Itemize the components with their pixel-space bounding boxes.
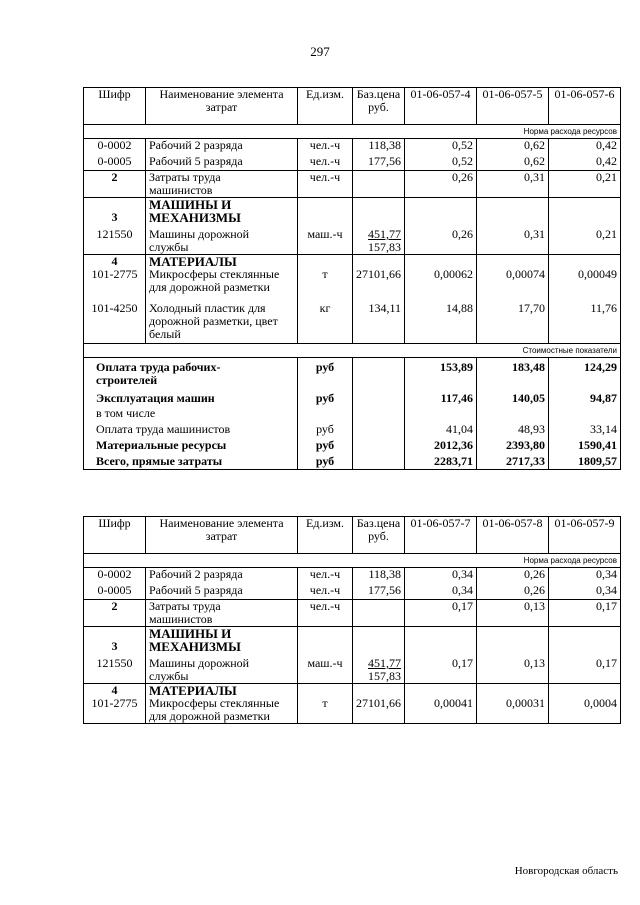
page-number: 297: [310, 44, 330, 59]
section-cost-row: [84, 344, 621, 358]
header-col-2: 01-06-057-5: [477, 88, 549, 125]
section-norms-row: [84, 554, 621, 568]
table-header-row: [84, 517, 621, 554]
table-row: 0-0005 Рабочий 5 разряда чел.-ч 177,56 0,52 0,62 0,42: [84, 155, 621, 171]
table-row: 121550 Машины дорожной службы маш.-ч 451,77 157,83 0,26 0,31 0,21: [84, 224, 621, 255]
header-base-price: Баз.цена руб.: [353, 88, 405, 125]
header-name: Наименование элемента затрат: [146, 88, 298, 125]
section-cost-label: Стоимостные показатели: [84, 344, 621, 358]
header-col-1: 01-06-057-4: [405, 88, 477, 125]
header-col-2: 01-06-057-8: [477, 517, 549, 554]
resource-table-2: [83, 516, 621, 724]
table-row: 2 Затраты труда машинистов чел.-ч 0,17 0,13 0,17: [84, 600, 621, 627]
table-row: 0-0002 Рабочий 2 разряда чел.-ч 118,38 0,52 0,62 0,42: [84, 139, 621, 155]
table-row: 101-4250 Холодный пластик для дорожной разметки, цвет белый кг 134,11 14,88 17,70 11,76: [84, 294, 621, 344]
table-row: 0-0002 Рабочий 2 разряда чел.-ч 118,38 0,34 0,26 0,34: [84, 568, 621, 584]
header-base-price: Баз.цена руб.: [353, 517, 405, 554]
table-row: Материальные ресурсы руб 2012,36 2393,80 1590,41: [84, 436, 621, 452]
table-row: Эксплуатация машин руб 117,46 140,05 94,87: [84, 387, 621, 405]
table-header-row: [84, 88, 621, 125]
header-unit: Ед.изм.: [298, 88, 353, 125]
table-row: 4 МАТЕРИАЛЫ: [84, 255, 621, 269]
table-row: в том числе: [84, 405, 621, 420]
header-col-1: 01-06-057-7: [405, 517, 477, 554]
section-norms-row: [84, 125, 621, 139]
table-row: Всего, прямые затраты руб 2283,71 2717,33 1809,57: [84, 452, 621, 470]
table-row: 3 МАШИНЫ И МЕХАНИЗМЫ: [84, 627, 621, 654]
table-row: 2 Затраты труда машинистов чел.-ч 0,26 0,31 0,21: [84, 171, 621, 198]
table-row: 4 МАТЕРИАЛЫ: [84, 684, 621, 698]
header-code: Шифр: [84, 517, 146, 554]
table-row: 101-2775 Микросферы стеклянные для дорожной разметки т 27101,66 0,00041 0,00031 0,0004: [84, 697, 621, 724]
resource-table-1: [83, 87, 621, 470]
table-row: Оплата труда машинистов руб 41,04 48,93 33,14: [84, 420, 621, 436]
header-code: Шифр: [84, 88, 146, 125]
section-norms-label: Норма расхода ресурсов: [84, 125, 621, 139]
header-name: Наименование элемента затрат: [146, 517, 298, 554]
header-unit: Ед.изм.: [298, 517, 353, 554]
table-row: 101-2775 Микросферы стеклянные для дорожной разметки т 27101,66 0,00062 0,00074 0,00049: [84, 268, 621, 294]
table-row: 0-0005 Рабочий 5 разряда чел.-ч 177,56 0,34 0,26 0,34: [84, 584, 621, 600]
table-row: 121550 Машины дорожной службы маш.-ч 451,77 157,83 0,17 0,13 0,17: [84, 653, 621, 684]
section-norms-label: Норма расхода ресурсов: [84, 554, 621, 568]
table-row: Оплата труда рабочих- строителей руб 153,89 183,48 124,29: [84, 358, 621, 388]
footer-region: Новгородская область: [514, 865, 618, 877]
table-row: 3 МАШИНЫ И МЕХАНИЗМЫ: [84, 198, 621, 225]
header-col-3: 01-06-057-6: [549, 88, 621, 125]
header-col-3: 01-06-057-9: [549, 517, 621, 554]
